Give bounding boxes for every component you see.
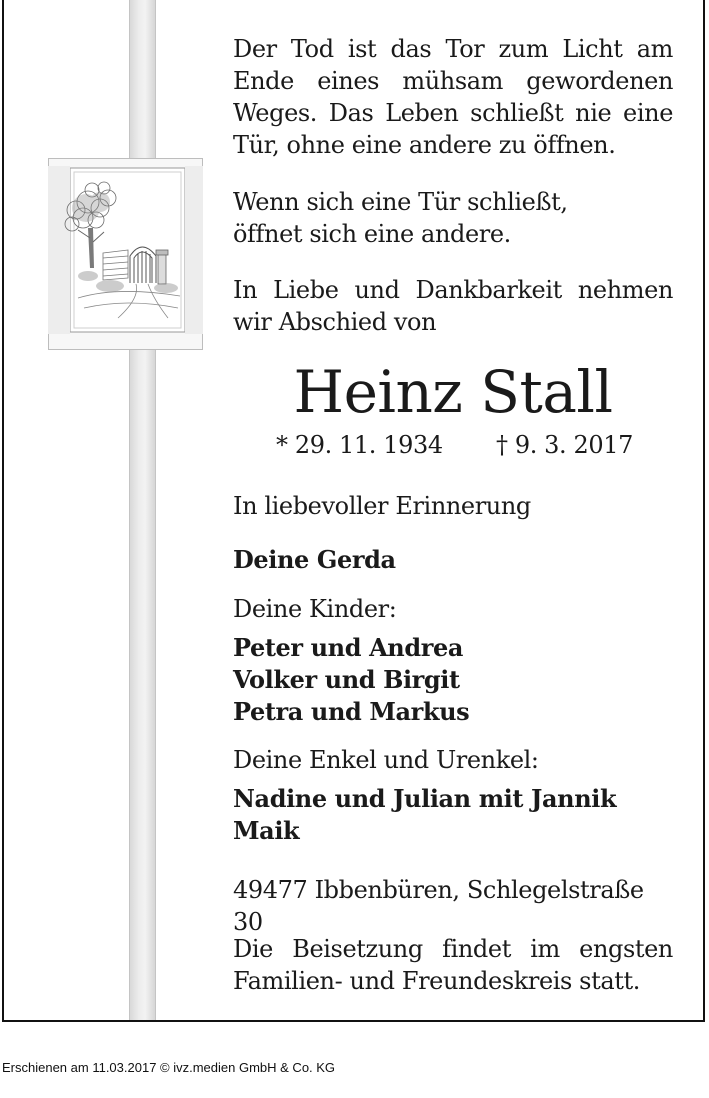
- list-item: Maik: [233, 816, 300, 845]
- quote-line: Der Tod ist das Tor zum Licht am: [233, 35, 673, 63]
- cross-bar: [129, 0, 156, 1020]
- spouse-name: Deine Gerda: [233, 545, 396, 574]
- quote-line: Weges. Das Leben schließt nie eine: [233, 99, 673, 127]
- farewell-paragraph: [233, 274, 673, 338]
- funeral-line: Familien- und Freundeskreis statt.: [233, 967, 640, 995]
- door-line: öffnet sich eine andere.: [233, 220, 511, 248]
- address: 49477 Ibbenbüren, Schlegelstraße 30: [233, 876, 644, 936]
- publication-footer: Erschienen am 11.03.2017 © ivz.medien GmbH & Co. KG: [2, 1060, 336, 1075]
- list-item: Petra und Markus: [233, 697, 470, 726]
- quote-line: Ende eines mühsam gewordenen: [233, 67, 673, 95]
- birth-date: * 29. 11. 1934: [276, 431, 443, 459]
- farewell-line: wir Abschied von: [233, 308, 437, 336]
- list-item: Peter und Andrea: [233, 633, 463, 662]
- grandchildren-list: [233, 783, 673, 847]
- deceased-name: Heinz Stall: [293, 358, 613, 426]
- children-list: [233, 632, 673, 728]
- obituary-frame: [2, 0, 705, 1022]
- memory-line: In liebevoller Erinnerung: [233, 492, 531, 520]
- farewell-line: In Liebe und Dankbarkeit nehmen: [233, 276, 673, 304]
- funeral-line: Die Beisetzung findet im engsten: [233, 935, 673, 963]
- garden-gate-sketch-icon: [48, 158, 203, 350]
- list-item: Nadine und Julian mit Jannik: [233, 784, 617, 813]
- children-heading: Deine Kinder:: [233, 595, 397, 623]
- list-item: Volker und Birgit: [233, 665, 460, 694]
- grandchildren-heading: Deine Enkel und Urenkel:: [233, 746, 539, 774]
- door-paragraph: [233, 186, 673, 250]
- death-date: † 9. 3. 2017: [496, 431, 633, 459]
- quote-line: Tür, ohne eine andere zu öffnen.: [233, 131, 616, 159]
- door-line: Wenn sich eine Tür schließt,: [233, 188, 568, 216]
- funeral-paragraph: [233, 933, 673, 997]
- quote-paragraph: [233, 33, 673, 161]
